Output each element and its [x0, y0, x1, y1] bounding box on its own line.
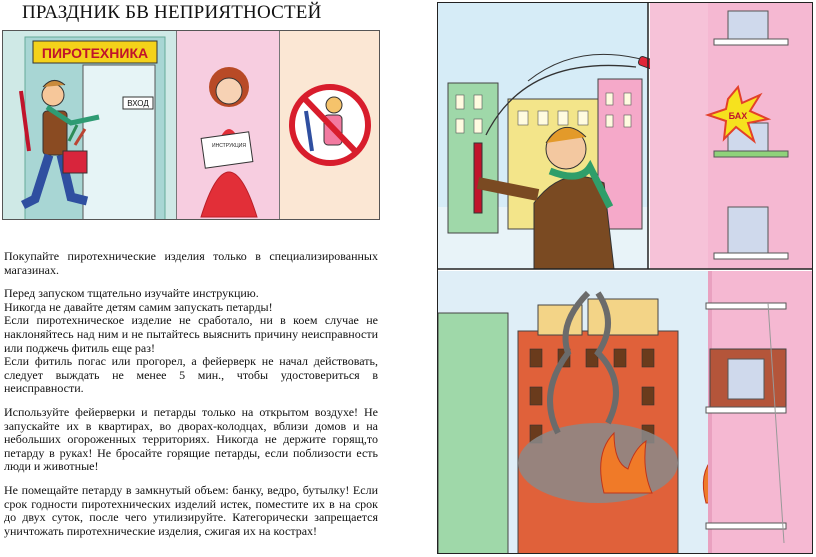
shop-sign: ПИРОТЕХНИКА: [41, 45, 149, 61]
firework-danger-comic: [438, 3, 813, 554]
girl-illustration: [177, 31, 279, 219]
text-line: Не помещайте петарду в замкнутый объем: банку, ведро, бутылку! Если срок годности пиротехнических изделий истек, поместите их в на срок до двух суток, после чего утилизируйте. Категорически запрещается уничтожать пиротехнические изделия, сжигая их на кострах!: [4, 482, 378, 538]
page-title: ПРАЗДНИК БВ НЕПРИЯТНОСТЕЙ: [22, 2, 322, 23]
door-sign: ВХОД: [127, 99, 149, 108]
bang-label: БАХ: [728, 111, 748, 121]
text-line: Используйте фейерверки и петарды только на открытом воздухе! Не запускайте их в квартирах, во дворах-колодцах, вблизи домов и на небольших огороженных территориях. Никогда не держите горящ,то петарду в руках! Не бросайте горящие петарды, если поблизости есть люди и животные!: [4, 404, 378, 474]
comic-illustration: [437, 2, 813, 554]
text-line: Перед запуском тщательно изучайте инструкцию.: [4, 286, 259, 301]
text-line: Если пиротехническое изделие не сработало, ни в коем случае не наклоняйтесь над ним и не пытайтесь выяснить причину неисправности или поджечь фитиль еще раз!: [4, 313, 378, 355]
paragraph-disposal: [4, 484, 378, 538]
panel-pyrotechnics-shop: [3, 31, 177, 219]
text-line: Покупайте пиротехнические изделия только в специализированных магазинах.: [4, 249, 378, 277]
paragraph-buy: [4, 250, 378, 277]
safety-rules-text: [4, 250, 378, 548]
panel-no-children: [280, 31, 379, 219]
panel-girl-reading: [177, 31, 279, 219]
paragraph-instructions: [4, 287, 378, 396]
paragraph-outdoors: [4, 406, 378, 474]
booklet-label: ИНСТРУКЦИЯ: [212, 143, 247, 149]
text-line: Никогда не давайте детям самим запускать петарды!: [4, 299, 273, 314]
shop-scene-illustration: [3, 31, 177, 219]
illustration-strip: [2, 30, 380, 220]
prohibition-sign-illustration: [280, 31, 379, 219]
text-line: Если фитиль погас или прогорел, а фейерверк не начал действовать, следует выждать не менее 5 мин., чтобы удостовериться в неисправности.: [4, 354, 378, 396]
